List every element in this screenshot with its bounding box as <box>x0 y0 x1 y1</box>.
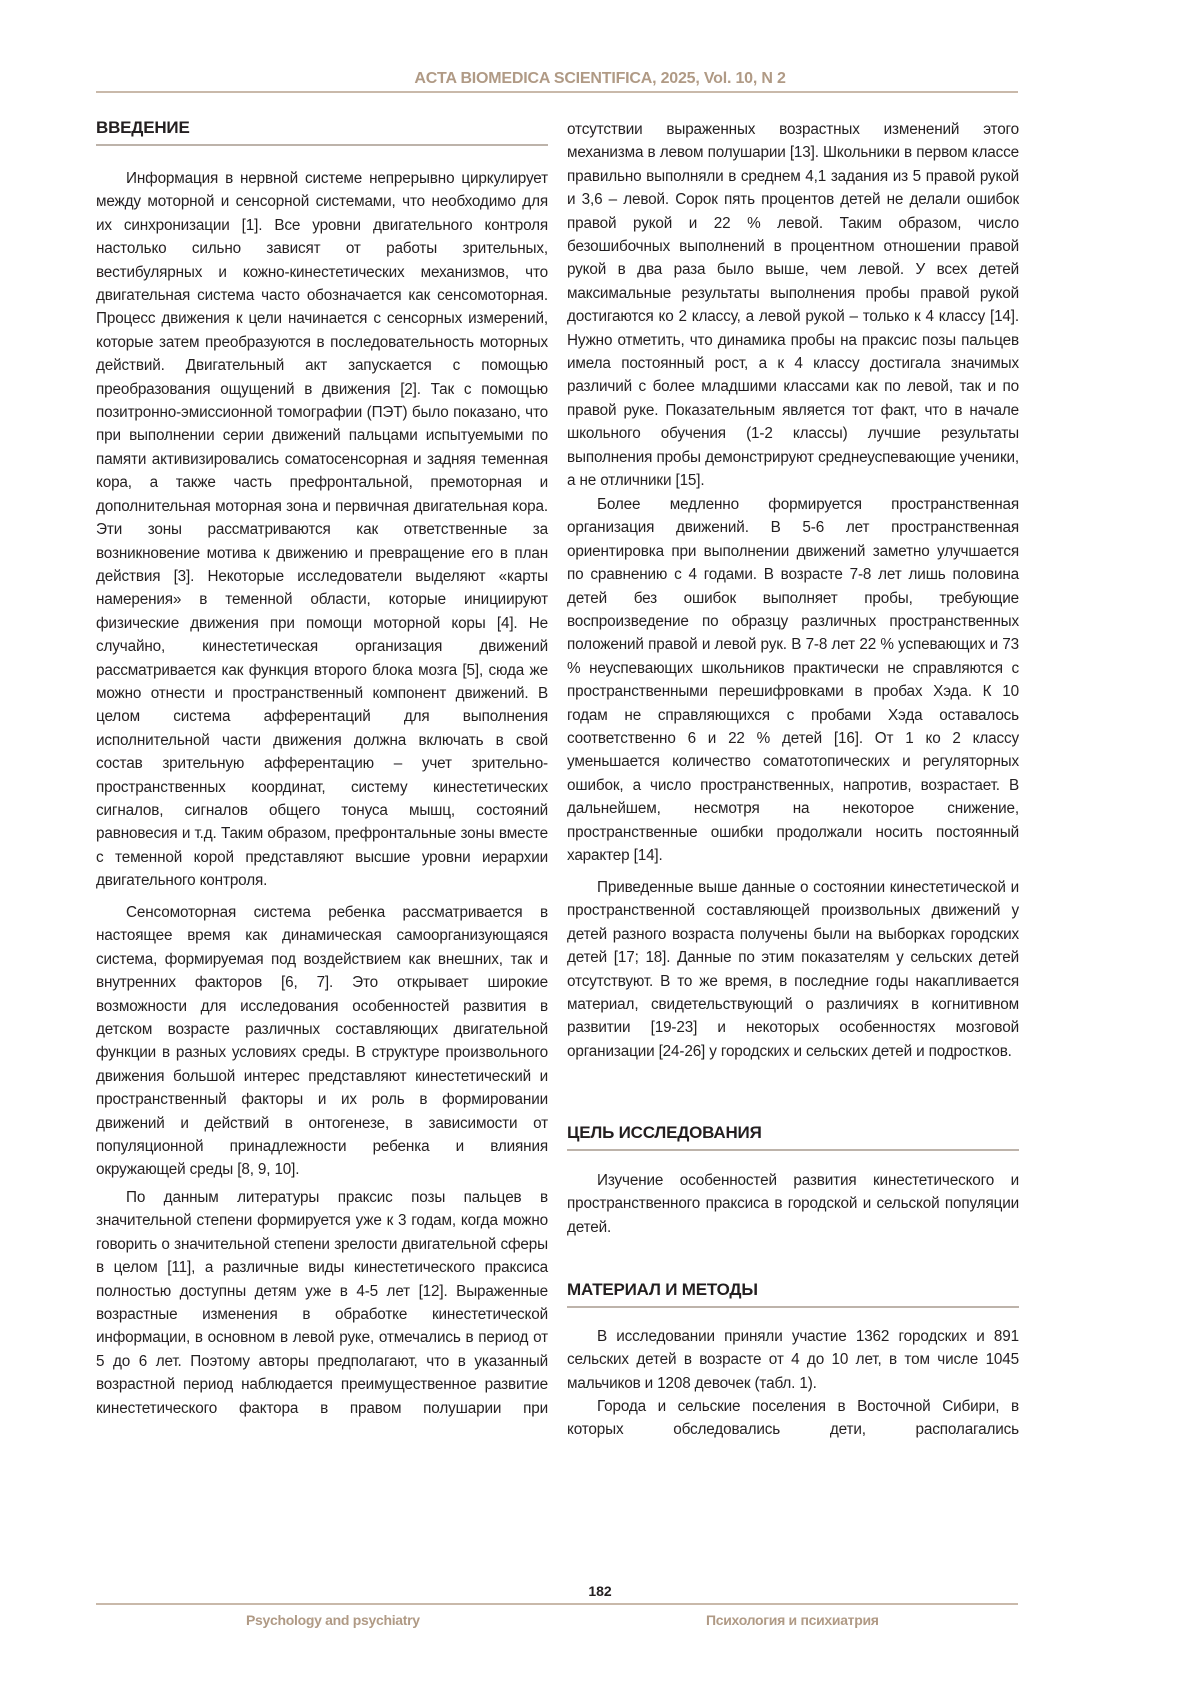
paragraph: Более медленно формируется пространственная организация движений. В 5-6 лет пространственная ориентировка при выполнении движений заметно улучшается по сравнению с 4 годами. В возрасте 7-8 лет лишь половина детей без ошибок выполняет пробы, требующие воспроизведение по образцу различных пространственных положений правой и левой рук. В 7-8 лет 22 % успевающих и 73 % неуспевающих школьников практически не справляются с пространственными перешифровками в пробах Хэда. К 10 годам не справляющихся с пробами Хэда оставалось соответственно 6 и 22 % детей [16]. От 1 ко 2 классу уменьшается количество соматотопических и регуляторных ошибок, а число пространственных, напротив, возрастает. В дальнейшем, несмотря на некоторое снижение, пространственные ошибки продолжали носить постоянный характер [14]. <box>567 493 1019 868</box>
paragraph: Приведенные выше данные о состоянии кинестетической и пространственной составляющей произвольных движений у детей разного возраста получены были на выборках городских детей [17; 18]. Данные по этим показателям у сельских детей отсутствуют. В то же время, в последние годы накапливается материал, свидетельствующий о различиях в когнитивном развитии [19-23] и некоторых особенностях мозговой организации [24-26] у городских и сельских детей и подростков. <box>567 876 1019 1063</box>
page-number: 182 <box>0 1583 1200 1599</box>
section-heading-intro: ВВЕДЕНИЕ <box>96 118 548 144</box>
footer-section-ru: Психология и психиатрия <box>706 1612 879 1628</box>
paragraph: По данным литературы праксис позы пальцев в значительной степени формируется уже к 3 годам, когда можно говорить о значительной степени зрелости двигательной сферы в целом [11], а различные виды кинестетического праксиса полностью доступны детям уже в 4-5 лет [12]. Выраженные возрастные изменения в обработке кинестетической информации, в основном в левой руке, отмечались в период от 5 до 6 лет. Поэтому авторы предполагают, что в указанный возрастной период наблюдается преимущественное развитие кинестетического фактора в правом полушарии при <box>96 1186 548 1420</box>
journal-header: ACTA BIOMEDICA SCIENTIFICA, 2025, Vol. 10, N 2 <box>0 70 1200 88</box>
section-heading-aim: ЦЕЛЬ ИССЛЕДОВАНИЯ <box>567 1123 1019 1149</box>
footer-divider <box>96 1603 1018 1605</box>
header-divider <box>96 91 1018 93</box>
paragraph: Сенсомоторная система ребенка рассматривается в настоящее время как динамическая самоорганизующаяся система, формируемая под воздействием как внешних, так и внутренних факторов [6, 7]. Это открывает широкие возможности для исследования особенностей развития в детском возрасте различных составляющих двигательной функции в разных условиях среды. В структуре произвольного движения большой интерес представляют кинестетический и пространственный факторы и их роль в формировании движений и действий в онтогенезе, в зависимости от популяционной принадлежности ребенка и влияния окружающей среды [8, 9, 10]. <box>96 901 548 1182</box>
section-heading-methods: МАТЕРИАЛ И МЕТОДЫ <box>567 1280 1019 1306</box>
footer-section-en: Psychology and psychiatry <box>246 1612 420 1628</box>
paragraph: Изучение особенностей развития кинестетического и пространственного праксиса в городской и сельской популяции детей. <box>567 1169 1019 1239</box>
paragraph: В исследовании приняли участие 1362 городских и 891 сельских детей в возрасте от 4 до 10 лет, в том числе 1045 мальчиков и 1208 девочек (табл. 1). <box>567 1325 1019 1395</box>
paragraph: Информация в нервной системе непрерывно циркулирует между моторной и сенсорной системами, что необходимо для их синхронизации [1]. Все уровни двигательного контроля настолько сильно зависят от работы зрительных, вестибулярных и кожно-кинестетических механизмов, что двигательная система часто обозначается как сенсомоторная. Процесс движения к цели начинается с сенсорных измерений, которые затем преобразуются в последовательность моторных действий. Двигательный акт запускается с помощью преобразования ощущений в движения [2]. Так с помощью позитронно-эмиссионной томографии (ПЭТ) было показано, что при выполнении серии движений пальцами испытуемыми по памяти активизировались соматосенсорная и задняя теменная кора, а также часть префронтальной, премоторная и дополнительная моторная зона и первичная двигательная кора. Эти зоны рассматриваются как ответственные за возникновение мотива к движению и превращение его в план действия [3]. Некоторые исследователи выделяют «карты намерения» в теменной области, которые инициируют физические движения при помощи моторной коры [4]. Не случайно, кинестетическая организация движений рассматривается как функция второго блока мозга [5], сюда же можно отнести и пространственный компонент движений. В целом система афферентаций для выполнения исполнительной части движения должна включать в свой состав зрительную афферентацию – учет зрительно-пространственных координат, систему кинестетических сигналов, сигналов общего тонуса мышц, состояний равновесия и т.д. Таким образом, префронтальные зоны вместе с теменной корой представляют высшие уровни иерархии двигательного контроля. <box>96 167 548 893</box>
paragraph: Города и сельские поселения в Восточной Сибири, в которых обследовались дети, располагались <box>567 1395 1019 1442</box>
paragraph-continued: отсутствии выраженных возрастных изменений этого механизма в левом полушарии [13]. Школьники в первом классе правильно выполняли в среднем 4,1 задания из 5 правой рукой и 3,6 – левой. Сорок пять процентов детей не делали ошибок правой рукой и 22 % левой. Таким образом, число безошибочных выполнений в процентном отношении правой рукой в два раза было выше, чем левой. У всех детей максимальные результаты выполнения пробы правой рукой достигаются ко 2 классу, а левой рукой – только к 4 классу [14]. Нужно отметить, что динамика пробы на праксис позы пальцев имела постоянный рост, а к 4 классу достигала значимых различий с более младшими классами как по левой, так и по правой руке. Показательным является тот факт, что в начале школьного обучения (1-2 классы) лучшие результаты выполнения пробы демонстрируют среднеуспевающие ученики, а не отличники [15]. <box>567 118 1019 493</box>
